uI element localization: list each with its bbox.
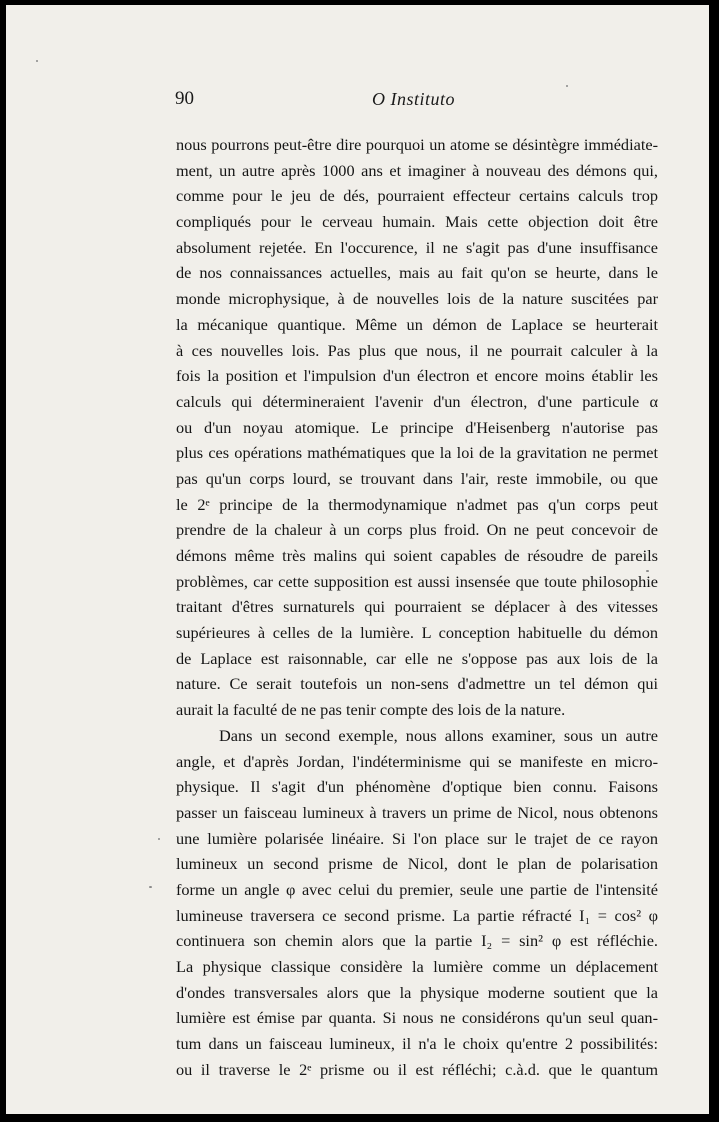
text-line: ou d'un noyau atomique. Le principe d'Heisenberg n'autorise pas — [176, 417, 658, 437]
text-line: tum dans un faisceau lumineux, il n'a le choix qu'entre 2 possibilités: — [176, 1034, 658, 1054]
text-line: plus ces opérations mathématiques que la loi de la gravitation ne permet — [176, 443, 658, 463]
text-line: d'ondes transversales alors que la physique moderne soutient que la — [176, 982, 658, 1002]
text-line: de nos connaissances actuelles, mais au fait qu'on se heurte, dans le — [176, 263, 658, 283]
text-line: compliqués pour le cerveau humain. Mais cette objection doit être — [176, 212, 658, 232]
body-text — [176, 132, 658, 1082]
text-line: La physique classique considère la lumière comme un déplacement — [176, 957, 658, 976]
text-line: ou il traverse le 2ᵉ prisme ou il est réfléchi; c.à.d. que le quantum — [176, 1059, 658, 1079]
text-line: à ces nouvelles lois. Pas plus que nous, il ne pourrait calculer à la — [176, 340, 658, 360]
text-line: comme pour le jeu de dés, pourraient effecteur certains calculs trop — [176, 186, 658, 206]
page-number: 90 — [175, 88, 194, 109]
page-header — [173, 88, 660, 118]
paper-speck — [158, 838, 160, 840]
document-page — [6, 5, 709, 1114]
text-line: forme un angle φ avec celui du premier, seule une partie de l'intensité — [176, 879, 658, 899]
text-line: une lumière polarisée linéaire. Si l'on place sur le trajet de ce rayon — [176, 828, 658, 848]
text-line: de Laplace est raisonnable, car elle ne s'oppose pas aux lois de la — [176, 648, 658, 668]
text-line: pas qu'un corps lourd, se trouvant dans l'air, reste immobile, ou que — [176, 468, 658, 488]
text-line: fois la position et l'impulsion d'un électron et encore moins établir les — [176, 366, 658, 386]
text-line: physique. Il s'agit d'un phénomène d'optique bien connu. Faisons — [176, 777, 658, 797]
text-line: lumineux un second prisme de Nicol, dont le plan de polarisation — [176, 854, 658, 874]
text-line: démons même très malins qui soient capables de résoudre de pareils — [176, 546, 658, 565]
text-line: absolument rejetée. En l'occurence, il ne s'agit pas d'une insuffisance — [176, 237, 658, 257]
text-line: le 2ᵉ principe de la thermodynamique n'admet pas q'un corps peut — [176, 494, 658, 514]
paragraph-2 — [176, 723, 658, 1083]
text-line: monde microphysique, à de nouvelles lois de la nature suscitées par — [176, 289, 658, 309]
paper-speck — [646, 570, 649, 572]
running-title: O Instituto — [372, 89, 456, 109]
paper-speck — [149, 886, 152, 888]
paragraph-1 — [176, 132, 658, 723]
text-line: problèmes, car cette supposition est aussi insensée que toute philosophie — [176, 571, 658, 591]
text-line: nature. Ce serait toutefois un non-sens d'admettre un tel démon qui — [176, 674, 658, 694]
text-line: passer un faisceau lumineux à travers un prime de Nicol, nous obtenons — [176, 802, 658, 822]
text-line: continuera son chemin alors que la partie I₂ = sin² φ est réfléchie. — [176, 931, 658, 951]
paper-speck — [566, 85, 568, 87]
text-line: calculs qui détermineraient l'avenir d'un électron, d'une particule α — [176, 391, 658, 411]
text-line: aurait la faculté de ne pas tenir compte des lois de la nature. — [176, 700, 566, 720]
text-line: la mécanique quantique. Même un démon de Laplace se heurterait — [176, 314, 658, 334]
text-line: ment, un autre après 1000 ans et imaginer à nouveau des démons qui, — [176, 160, 658, 180]
text-line: traitant d'êtres surnaturels qui pourraient se déplacer à des vitesses — [176, 597, 658, 617]
text-line: prendre de la chaleur à un corps plus froid. On ne peut concevoir de — [176, 520, 658, 540]
text-line: supérieures à celles de la lumière. L conception habituelle du démon — [176, 623, 658, 643]
text-line: Dans un second exemple, nous allons examiner, sous un autre — [219, 725, 658, 745]
text-line: lumineuse traversera ce second prisme. La partie réfracté I₁ = cos² φ — [176, 905, 658, 925]
text-line: angle, et d'après Jordan, l'indéterminisme qui se manifeste en micro- — [176, 751, 658, 771]
text-line: lumière est émise par quanta. Si nous ne considérons qu'un seul quan- — [176, 1008, 658, 1028]
text-line: nous pourrons peut-être dire pourquoi un atome se désintègre immédiate- — [176, 135, 658, 154]
paper-speck — [36, 60, 38, 62]
